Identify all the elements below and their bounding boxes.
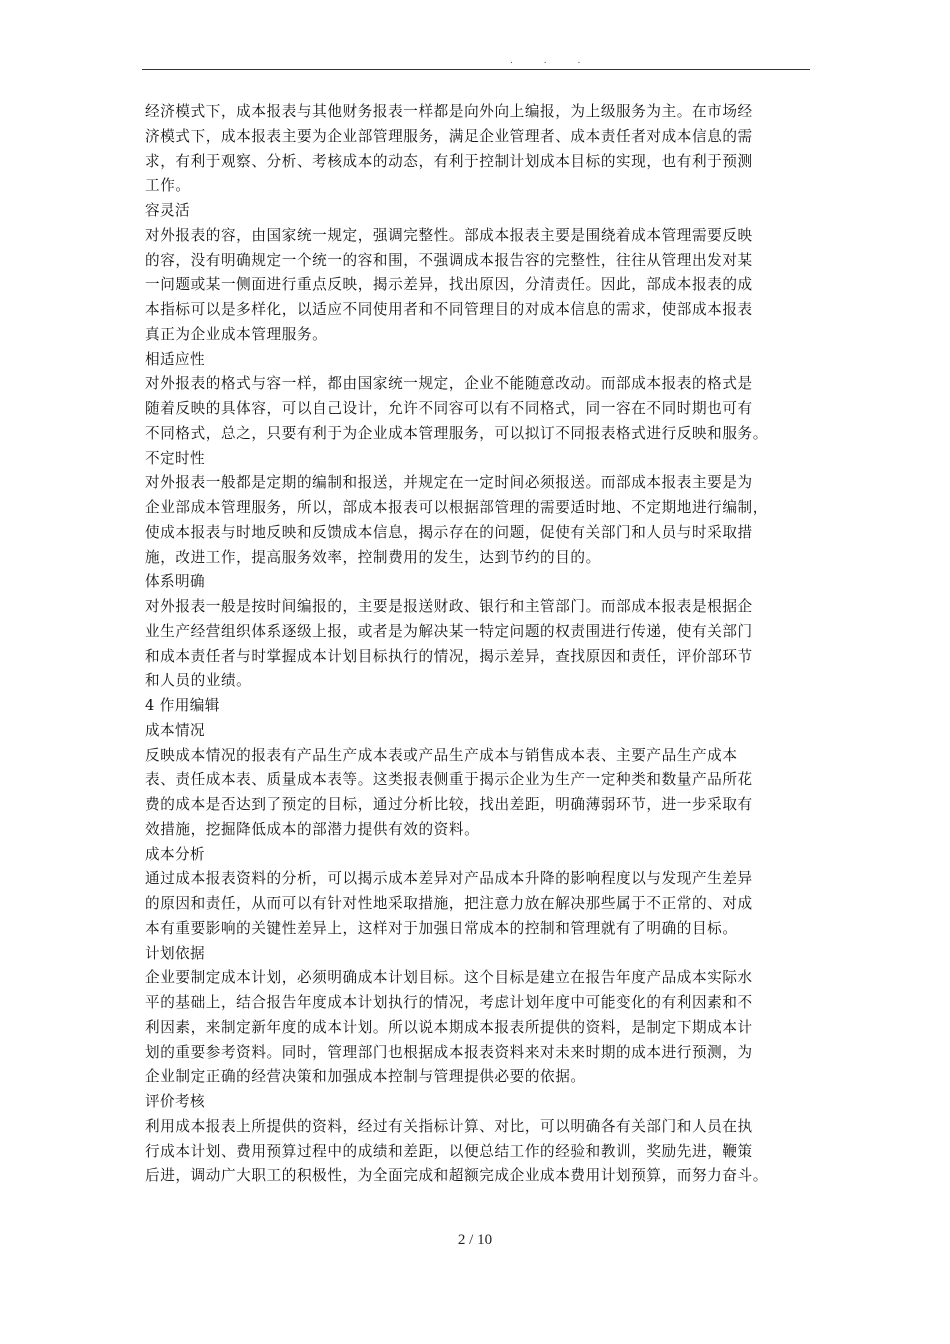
body-text-line: 通过成本报表资料的分析，可以揭示成本差异对产品成本升降的影响程度以与发现产生差异	[145, 870, 753, 888]
body-text-line: 后进，调动广大职工的积极性，为全面完成和超额完成企业成本费用计划预算，而努力奋斗。	[145, 1167, 768, 1185]
section-heading: 容灵活	[145, 202, 190, 219]
body-text-line: 经济模式下，成本报表与其他财务报表一样都是向外向上编报，为上级服务为主。在市场经	[145, 103, 753, 120]
body-text-line: 利因素，来制定新年度的成本计划。所以说本期成本报表所提供的资料，是制定下期成本计	[145, 1018, 753, 1036]
section-heading: 体系明确	[145, 573, 205, 591]
body-text-line: 施，改进工作，提高服务效率，控制费用的发生，达到节约的目的。	[145, 548, 601, 566]
header-marks: . . .	[510, 56, 595, 66]
body-text-line: 对外报表的格式与容一样，都由国家统一规定，企业不能随意改动。而部成本报表的格式是	[145, 375, 753, 393]
body-text-line: 行成本计划、费用预算过程中的成绩和差距，以便总结工作的经验和教训，奖励先进，鞭策	[145, 1142, 753, 1160]
header-rule	[142, 69, 810, 70]
body-text-line: 的原因和责任，从而可以有针对性地采取措施，把注意力放在解决那些属于不正常的、对成	[145, 895, 753, 912]
section-heading: 相适应性	[145, 350, 205, 368]
body-text-line: 反映成本情况的报表有产品生产成本表或产品生产成本与销售成本表、主要产品生产成本	[145, 746, 738, 764]
body-text-line: 求，有利于观察、分析、考核成本的动态，有利于控制计划成本目标的实现，也有利于预测	[145, 152, 753, 170]
section-heading: 评价考核	[145, 1093, 205, 1110]
section-heading: 成本分析	[145, 845, 205, 863]
body-text-line: 企业制定正确的经营决策和加强成本控制与管理提供必要的依据。	[145, 1068, 586, 1086]
body-text-line: 利用成本报表上所提供的资料，经过有关指标计算、对比，可以明确各有关部门和人员在执	[145, 1117, 753, 1135]
body-text-line: 对外报表一般都是定期的编制和报送，并规定在一定时间必须报送。而部成本报表主要是为	[145, 474, 753, 492]
section-heading: 计划依据	[145, 944, 205, 962]
body-text-line: 企业要制定成本计划，必须明确成本计划目标。这个目标是建立在报告年度产品成本实际水	[145, 969, 753, 987]
body-text-line: 企业部成本管理服务，所以，部成本报表可以根据部管理的需要适时地、不定期地进行编制，	[145, 499, 768, 516]
body-text-line: 和人员的业绩。	[145, 672, 252, 690]
body-text-line: 对外报表一般是按时间编报的，主要是报送财政、银行和主管部门。而部成本报表是根据企	[145, 598, 753, 615]
body-text-line: 工作。	[145, 177, 191, 195]
body-text-line: 表、责任成本表、质量成本表等。这类报表侧重于揭示企业为生产一定种类和数量产品所花	[145, 771, 753, 789]
body-text-line: 使成本报表与时地反映和反馈成本信息，揭示存在的问题，促使有关部门和人员与时采取措	[145, 523, 753, 541]
page-number: 2 / 10	[457, 1232, 493, 1248]
body-text-line: 济模式下，成本报表主要为企业部管理服务，满足企业管理者、成本责任者对成本信息的需	[145, 127, 753, 145]
body-text-line: 随着反映的具体容，可以自己设计，允许不同容可以有不同格式，同一容在不同时期也可有	[145, 400, 753, 417]
document-body	[145, 100, 817, 1189]
body-text-line: 本指标可以是多样化，以适应不同使用者和不同管理目的对成本信息的需求，使部成本报表	[145, 301, 753, 318]
body-text-line: 和成本责任者与时掌握成本计划目标执行的情况，揭示差异，查找原因和责任，评价部环节	[145, 647, 753, 665]
section-heading: 4 作用编辑	[145, 697, 220, 714]
body-text-line: 真正为企业成本管理服务。	[145, 325, 328, 343]
body-text-line: 平的基础上，结合报告年度成本计划执行的情况，考虑计划年度中可能变化的有利因素和不	[145, 994, 753, 1011]
body-text-line: 一问题或某一侧面进行重点反映，揭示差异，找出原因，分清责任。因此，部成本报表的成	[145, 276, 753, 294]
body-text-line: 效措施，挖掘降低成本的部潜力提供有效的资料。	[145, 820, 480, 838]
body-text-line: 的容，没有明确规定一个统一的容和围，不强调成本报告容的完整性，往往从管理出发对某	[145, 251, 753, 269]
body-text-line: 费的成本是否达到了预定的目标，通过分析比较，找出差距，明确薄弱环节，进一步采取有	[145, 796, 753, 813]
body-text-line: 对外报表的容，由国家统一规定，强调完整性。部成本报表主要是围绕着成本管理需要反映	[145, 226, 753, 244]
body-text-line: 业生产经营组织体系逐级上报，或者是为解决某一特定问题的权责围进行传递，使有关部门	[145, 622, 753, 640]
body-text-line: 不同格式，总之，只要有利于为企业成本管理服务，可以拟订不同报表格式进行反映和服务。	[145, 424, 768, 442]
body-text-line: 划的重要参考资料。同时，管理部门也根据成本报表资料来对未来时期的成本进行预测，为	[145, 1043, 753, 1061]
section-heading: 不定时性	[145, 449, 205, 467]
section-heading: 成本情况	[145, 721, 205, 739]
body-text-line: 本有重要影响的关键性差异上，这样对于加强日常成本的控制和管理就有了明确的目标。	[145, 919, 738, 937]
